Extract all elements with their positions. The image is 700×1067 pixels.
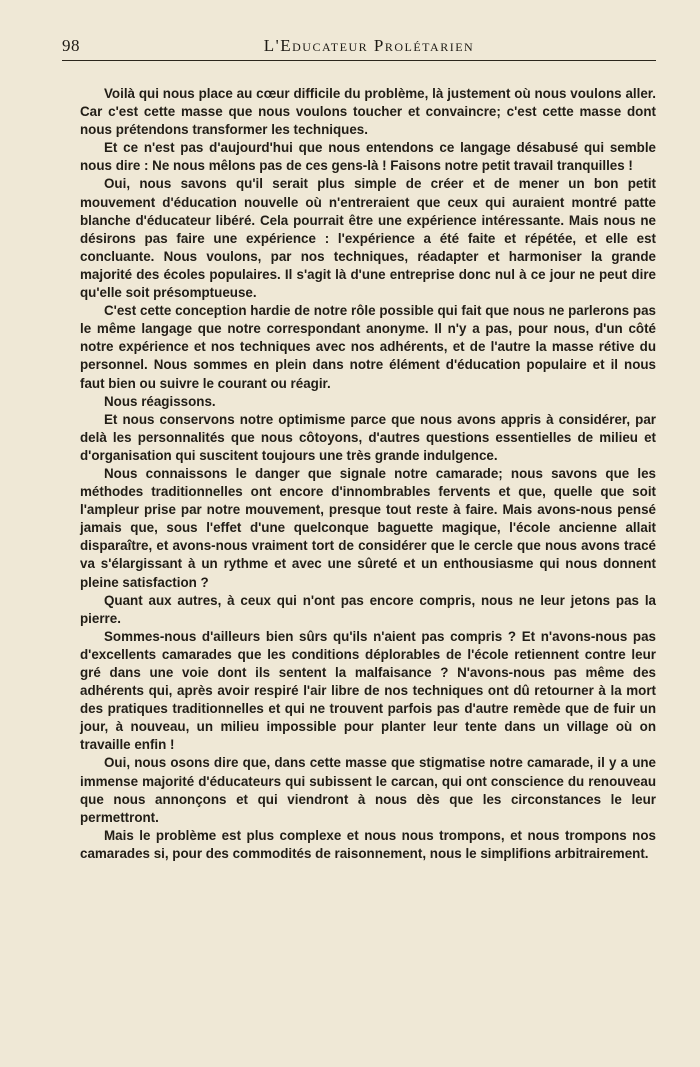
page-header (62, 36, 656, 61)
paragraph: Et nous conservons notre optimisme parce que nous avons appris à considérer, par delà les personnalités que nous côtoyons, d'autres questions essentielles de milieu et d'organisation qui suscitent toujours une très grande indulgence. (80, 411, 656, 463)
paragraph: Oui, nous osons dire que, dans cette masse que stigmatise notre camarade, il y a une immense majorité d'éducateurs qui subissent le carcan, qui ont conscience du renouveau que nous annonçons et qui viendront à nous dès que les circonstances le leur permettront. (80, 755, 656, 825)
running-title: L'Educateur Prolétarien (263, 36, 475, 55)
page-number: 98 (62, 36, 80, 55)
paragraph: Quant aux autres, à ceux qui n'ont pas encore compris, nous ne leur jetons pas la pierre. (80, 592, 656, 626)
paragraph: Voilà qui nous place au cœur difficile du problème, là justement où nous voulons aller. Car c'est cette masse que nous voulons toucher et convaincre; c'est cette masse dont nous prétendons transformer les techniques. (80, 86, 656, 138)
paragraph: Nous réagissons. (104, 393, 216, 409)
paragraph: Et ce n'est pas d'aujourd'hui que nous entendons ce langage désabusé qui semble nous dire : Ne nous mêlons pas de ces gens-là ! Faisons notre petit travail tranquilles ! (80, 140, 656, 174)
paragraph: Nous connaissons le danger que signale notre camarade; nous savons que les méthodes traditionnelles ont encore d'innombrables fervents et que, quelle que soit l'ampleur prise par notre mouvement, presque tout reste à faire. Mais avons-nous pensé jamais que, sous l'effet d'une quelconque baguette magique, l'école ancienne allait disparaître, et avons-nous vraiment tort de considérer que le cercle que nous avons tracé va s'élargissant à un rythme et avec une sûreté et un enthousiasme qui nous donnent pleine satisfaction ? (80, 465, 656, 590)
article-body (80, 85, 656, 863)
paragraph: C'est cette conception hardie de notre rôle possible qui fait que nous ne parlerons pas le même langage que notre correspondant anonyme. Il n'y a pas, pour nous, d'un côté notre expérience et nos techniques avec nos adhérents, et de l'autre la masse rétive du personnel. Nous sommes en plein dans notre élément d'éducation populaire et il nous faut bien ou suivre le courant ou réagir. (80, 303, 656, 391)
paragraph: Oui, nous savons qu'il serait plus simple de créer et de mener un bon petit mouvement d'éducation nouvelle où n'entreraient que ceux qui auraient montré patte blanche d'éducateur libéré. Cela pourrait être une expérience intéressante. Mais nous ne désirons pas faire une expérience : l'expérience a été faite et répétée, et elle est concluante. Nous voulons, par nos techniques, réadapter et harmoniser la grande majorité des écoles populaires. Il s'agit là d'une entreprise donc nul à ce jour ne peut dire qu'elle soit présomptueuse. (80, 176, 656, 301)
paragraph: Sommes-nous d'ailleurs bien sûrs qu'ils n'aient pas compris ? Et n'avons-nous pas d'excellents camarades que les conditions déplorables de l'école retiennent contre leur gré dans une voie dont ils sentent la malfaisance ? N'avons-nous pas même des adhérents qui, après avoir respiré l'air libre de nos techniques ont dû retourner à la mort des pratiques traditionnelles et qui ne trouvent parfois pas d'autre remède que de fuir un jour, à nouveau, un milieu impossible pour planter leur tente dans un village où on travaille enfin ! (80, 628, 656, 753)
paragraph: Mais le problème est plus complexe et nous nous trompons, et nous trompons nos camarades si, pour des commodités de raisonnement, nous le simplifions arbitrairement. (80, 827, 656, 861)
